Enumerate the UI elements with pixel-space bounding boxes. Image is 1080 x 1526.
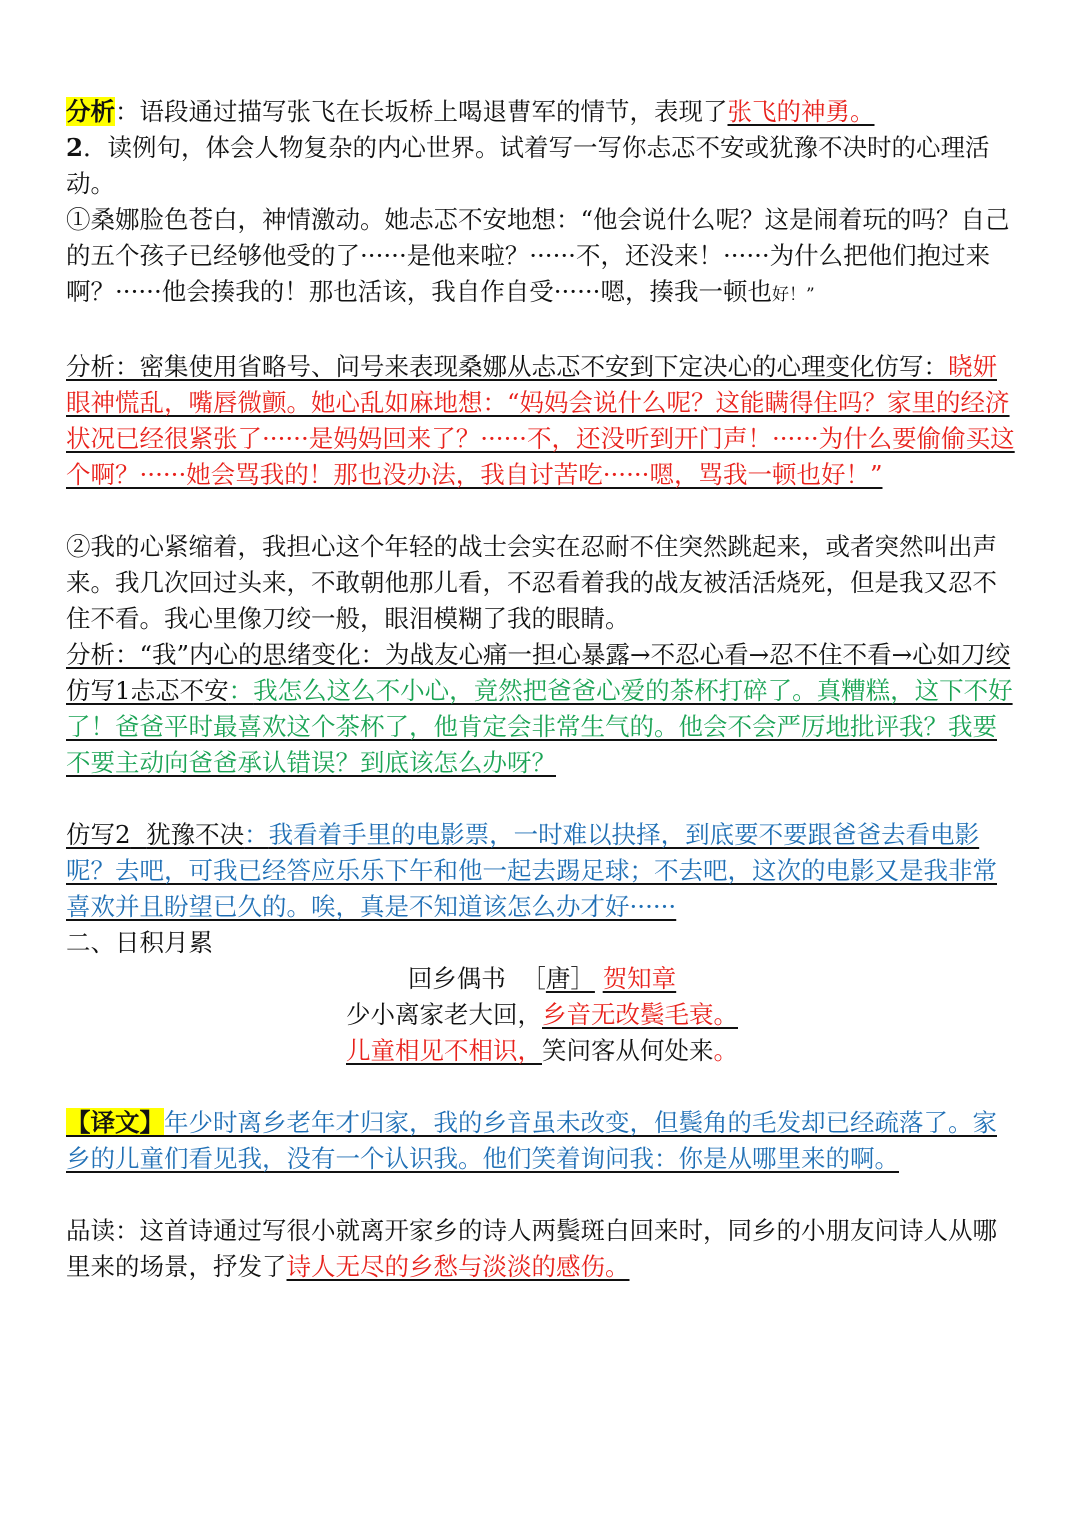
poem-line-2b: 笑问客从何处来: [542, 1036, 714, 1065]
translation-text: 年少时离乡老年才归家，我的乡音虽未改变，但鬓角的毛发却已经疏落了。家乡的儿童们看见我，没有一个认识我。他们笑着询问我：你是从哪里来的啊。: [66, 1108, 997, 1173]
example-1-text: ①桑娜脸色苍白，神情激动。她忐忑不安地想：“他会说什么呢？这是闹着玩的吗？自己的五个孩子已经够他受的了······是他来啦？······不，还没来！······为什么把他们抱过来啊？······他会揍我的！那也活该，我自作自受······嗯，揍我一顿也: [66, 205, 1010, 306]
example-1: [66, 202, 1018, 313]
poem-author: 贺知章: [602, 964, 677, 993]
poem-dynasty-open: ［: [521, 964, 546, 993]
analysis-1: [66, 94, 1018, 130]
analysis-1-answer: 张飞的神勇。: [727, 97, 875, 126]
analysis-3: [66, 637, 1018, 673]
poem-line-2a: 儿童相见不相识，: [346, 1036, 542, 1065]
analysis-label: 分析: [66, 97, 115, 126]
poem-line-1a: 少小离家老大回，: [346, 1000, 542, 1029]
imitation-sangna: 晓妍眼神慌乱，嘴唇微颤。她心乱如麻地想：“妈妈会说什么呢？这能瞒得住吗？家里的经济状况已经很紧张了······是妈妈回来了？······不，还没听到开门声！······为什么要偷偷买这个啊？······她会骂我的！那也没办法，我自讨苦吃······嗯，骂我一顿也好！”: [66, 352, 1015, 489]
appreciation: [66, 1213, 1018, 1285]
imitation-1: [66, 673, 1018, 781]
imitation-2-label: 仿写2: [66, 820, 131, 849]
poem-title-line: [66, 961, 1018, 997]
example-2-text: ②我的心紧缩着，我担心这个年轻的战士会实在忍耐不住突然跳起来，或者突然叫出声来。我几次回过头来，不敢朝他那儿看，不忍看着我的战友被活活烧死，但是我又忍不住不看。我心里像刀绞一般，眼泪模糊了我的眼睛。: [66, 532, 997, 633]
poem-line-2-end: 。: [713, 1036, 738, 1065]
imitation-1-label: 仿写1忐忑不安: [66, 676, 229, 705]
appreciation-answer: 诗人无尽的乡愁与淡淡的感伤。: [286, 1252, 630, 1281]
translation: [66, 1105, 1018, 1177]
spacer: [66, 781, 1018, 817]
translation-label: 【译文】: [66, 1108, 164, 1137]
imitation-1-colon: ：: [228, 676, 254, 705]
spacer: [66, 1069, 1018, 1105]
poem-title: 回乡偶书: [407, 964, 506, 993]
imitation-2-text: 我看着手里的电影票，一时难以抉择，到底要不要跟爸爸去看电影呢？去吧，可我已经答应乐乐下午和他一起去踢足球；不去吧，这次的电影又是我非常喜欢并且盼望已久的。唉，真是不知道该怎么办才好······: [66, 820, 997, 921]
example-2: [66, 529, 1018, 637]
imitation-2-colon: ：: [244, 820, 269, 849]
question-number: 2: [66, 133, 84, 162]
question-2: [66, 130, 1018, 202]
example-1-tail: 好！”: [771, 285, 815, 305]
analysis-2: [66, 349, 1018, 493]
imitation-2: [66, 817, 1018, 925]
appreciation-text: 品读：这首诗通过写很小就离开家乡的诗人两鬓斑白回来时，同乡的小朋友问诗人从哪里来的场景，抒发了: [66, 1216, 997, 1281]
analysis-3-text: 分析：“我”内心的思绪变化：为战友心痛一担心暴露→不忍心看→忍不住不看→心如刀绞: [66, 640, 1011, 669]
poem-dynasty: 唐］: [545, 964, 595, 993]
spacer: [66, 493, 1018, 529]
section-2-heading: 二、日积月累: [66, 928, 213, 957]
imitation-1-text: 我怎么这么不小心，竟然把爸爸心爱的茶杯打碎了。真糟糕，这下不好了！爸爸平时最喜欢这个茶杯了，他肯定会非常生气的。他会不会严厉地批评我？我要不要主动向爸爸承认错误？到底该怎么办呀？: [66, 676, 1013, 777]
imitation-2-sub: 犹豫不决: [146, 820, 245, 849]
document-page: [66, 94, 1018, 1285]
analysis-2-text: 分析：密集使用省略号、问号来表现桑娜从忐忑不安到下定决心的心理变化仿写：: [66, 352, 948, 381]
analysis-1-text: ：语段通过描写张飞在长坂桥上喝退曹军的情节，表现了: [115, 97, 728, 126]
poem-line-1: [66, 997, 1018, 1033]
spacer: [66, 313, 1018, 349]
poem-line-2: [66, 1033, 1018, 1069]
question-2-text: ．读例句，体会人物复杂的内心世界。试着写一写你忐忑不安或犹豫不决时的心理活动。: [66, 133, 990, 198]
spacer: [66, 1177, 1018, 1213]
poem-line-1b: 乡音无改鬓毛衰。: [542, 1000, 738, 1029]
